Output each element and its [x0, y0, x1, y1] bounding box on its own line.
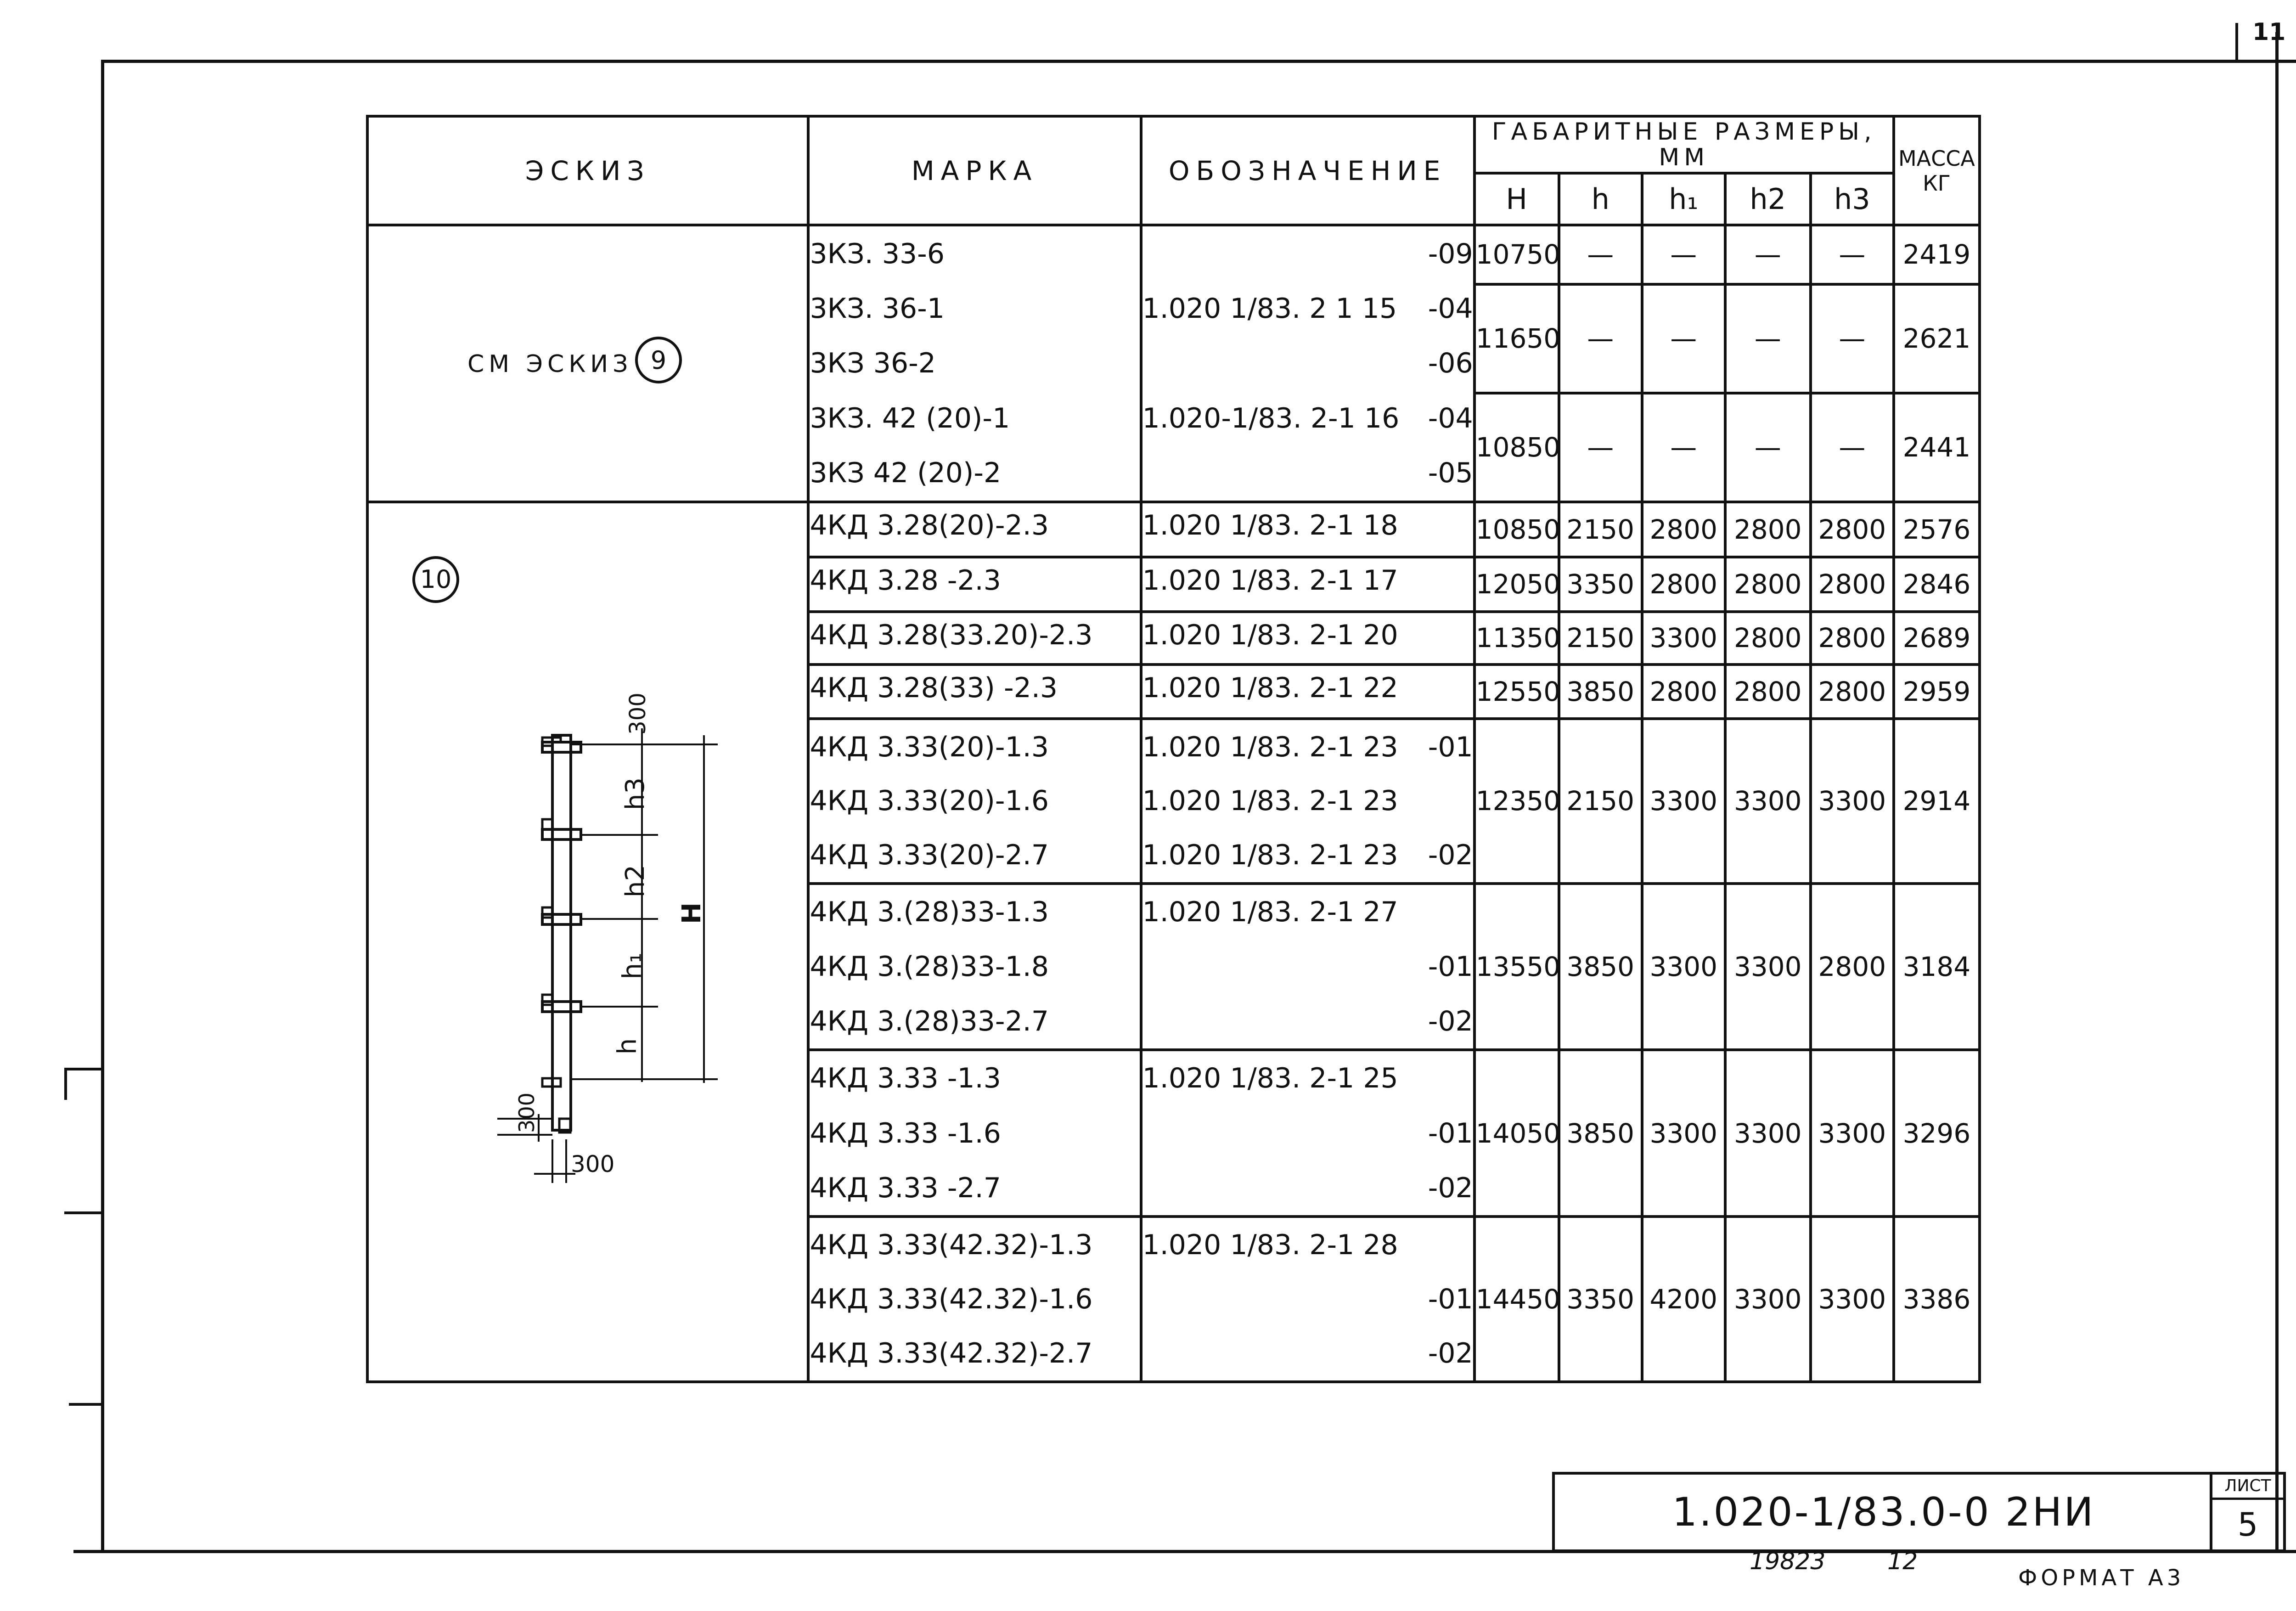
mark-item: 4КД 3.33(20)-2.7	[810, 839, 1049, 872]
value-h3: 2800	[1811, 557, 1894, 612]
value-h1: 3300	[1642, 719, 1725, 884]
mark-item: 4КД 3.33(42.32)-1.3	[810, 1229, 1093, 1262]
designation-suffix: -02	[1428, 1172, 1473, 1204]
sketch-reference-circle: 9	[635, 337, 682, 383]
value-h: —	[1559, 225, 1642, 284]
value-h2: 2800	[1725, 612, 1811, 665]
value-H: 11650	[1474, 284, 1559, 393]
designation-suffix: -09	[1428, 237, 1473, 270]
value-h1: 3300	[1642, 884, 1725, 1050]
value-h: 3350	[1559, 1217, 1642, 1382]
value-h2: 3300	[1725, 1050, 1811, 1217]
dim-label-h1: h₁	[617, 952, 647, 980]
value-h3: —	[1811, 284, 1894, 393]
designation-suffix: -06	[1428, 347, 1473, 380]
value-H: 13550	[1474, 884, 1559, 1050]
mark-item: 3КЗ. 36-1	[810, 292, 945, 325]
mark-item: 4КД 3.28(33.20)-2.3	[810, 619, 1093, 651]
document-code: 1.020-1/83.0-0 2НИ	[1552, 1472, 2212, 1552]
copy-number: 12	[1887, 1548, 1918, 1575]
mark-cell	[808, 612, 1141, 665]
mark-item: 4КД 3.33(20)-1.3	[810, 731, 1049, 763]
frame-left-line	[101, 60, 104, 1552]
section-label-a: 300	[514, 1092, 539, 1133]
designation-suffix: -01	[1428, 1117, 1473, 1149]
value-mass: 2419	[1894, 225, 1980, 284]
designation-text: 1.020 1/83. 2 1 15	[1142, 292, 1397, 325]
designation-line	[1142, 945, 1473, 989]
value-H: 10750	[1474, 225, 1559, 284]
designation-list	[1142, 1051, 1473, 1216]
designation-suffix: -04	[1428, 292, 1473, 325]
value-H: 12050	[1474, 557, 1559, 612]
designation-cell	[1141, 1050, 1474, 1217]
mark-cell	[808, 1217, 1141, 1382]
designation-suffix: -01	[1428, 731, 1473, 763]
header-row	[367, 116, 1980, 173]
designation-line	[1142, 890, 1473, 934]
designation-line	[1142, 341, 1473, 385]
designation-text: 1.020 1/83. 2-1 28	[1142, 1229, 1398, 1262]
designation-list	[1142, 720, 1473, 883]
mark-item: 3КЗ 42 (20)-2	[810, 456, 1002, 489]
dim-label-h3: h3	[620, 777, 651, 810]
value-h: 3350	[1559, 557, 1642, 612]
designation-line	[1142, 451, 1473, 495]
designation-cell-group1	[1141, 225, 1474, 502]
mark-item: 4КД 3.33(42.32)-1.6	[810, 1283, 1093, 1316]
bracket-h1	[542, 1002, 581, 1012]
sketch-reference-text: СМ ЭСКИЗ	[467, 350, 633, 378]
designation-text: 1.020 1/83. 2-1 22	[1142, 672, 1398, 704]
bracket-h2	[542, 914, 581, 924]
left-margin-tick-1	[64, 1068, 101, 1070]
mark-cell	[808, 1050, 1141, 1217]
designation-text: 1.020 1/83. 2-1 17	[1142, 564, 1398, 597]
mark-item: 3КЗ. 33-6	[810, 237, 945, 270]
left-margin-tick-2	[64, 1211, 101, 1214]
designation-line	[1142, 725, 1473, 769]
sheet-label: ЛИСТ	[2212, 1475, 2283, 1500]
format-label: ФОРМАТ А3	[2018, 1565, 2185, 1591]
value-mass: 3184	[1894, 884, 1980, 1050]
designation-cell	[1141, 1217, 1474, 1382]
designation-text: 1.020 1/83. 2-1 23	[1142, 785, 1398, 817]
mark-list	[810, 226, 1139, 501]
designation-text: 1.020-1/83. 2-1 16	[1142, 402, 1400, 434]
value-mass: 2441	[1894, 393, 1980, 502]
mark-cell-group1	[808, 225, 1141, 502]
designation-suffix: -05	[1428, 456, 1473, 489]
value-H: 10850	[1474, 502, 1559, 558]
value-h1: —	[1642, 225, 1725, 284]
designation-cell	[1141, 665, 1474, 719]
sheet-box	[2210, 1472, 2286, 1552]
designation-suffix: -01	[1428, 1283, 1473, 1316]
value-h3: 2800	[1811, 612, 1894, 665]
mark-list	[810, 1051, 1139, 1216]
designation-line	[1142, 1056, 1473, 1100]
designation-cell	[1141, 612, 1474, 665]
header-mass	[1894, 116, 1980, 225]
designation-suffix: -02	[1428, 1005, 1473, 1037]
designation-text: 1.020 1/83. 2-1 23	[1142, 839, 1398, 872]
value-h2: 2800	[1725, 557, 1811, 612]
value-h2: 3300	[1725, 884, 1811, 1050]
corner-tick	[2235, 23, 2238, 60]
frame-right-line-inner	[2275, 32, 2279, 1552]
header-mass-line1: МАССА	[1898, 146, 1975, 171]
value-h2: —	[1725, 225, 1811, 284]
designation-list	[1142, 226, 1473, 501]
value-h1: 2800	[1642, 665, 1725, 719]
frame-top-line	[101, 60, 2296, 63]
value-h1: 4200	[1642, 1217, 1725, 1382]
mark-item: 4КД 3.28(20)-2.3	[810, 509, 1049, 541]
mark-item: 4КД 3.(28)33-1.3	[810, 896, 1049, 929]
value-h2: —	[1725, 284, 1811, 393]
subheader-h: h	[1559, 173, 1642, 225]
value-h3: 2800	[1811, 884, 1894, 1050]
header-mark: МАРКА	[808, 116, 1141, 225]
subheader-H: Н	[1474, 173, 1559, 225]
table-row	[367, 225, 1980, 284]
mark-cell	[808, 557, 1141, 612]
inventory-number: 19823	[1750, 1548, 1826, 1575]
header-sketch: ЭСКИЗ	[367, 116, 808, 225]
mark-item: 4КД 3.33 -2.7	[810, 1172, 1001, 1204]
value-h: 3850	[1559, 884, 1642, 1050]
value-h1: 2800	[1642, 557, 1725, 612]
designation-suffix: -01	[1428, 950, 1473, 983]
mark-cell	[808, 502, 1141, 558]
mark-list	[810, 1218, 1139, 1380]
dim-label-H: Н	[676, 902, 707, 924]
value-H: 12350	[1474, 719, 1559, 884]
designation-text: 1.020 1/83. 2-1 23	[1142, 731, 1398, 763]
designation-text: 1.020 1/83. 2-1 18	[1142, 509, 1398, 541]
designation-line	[1142, 1331, 1473, 1375]
value-mass: 2689	[1894, 612, 1980, 665]
value-h2: 2800	[1725, 665, 1811, 719]
sketch-number-circle: 10	[412, 556, 459, 603]
sheet-value: 5	[2237, 1506, 2258, 1543]
sketch-cell-group2	[367, 502, 808, 1382]
sketch-cell-group1	[367, 225, 808, 502]
value-h1: —	[1642, 393, 1725, 502]
designation-text: 1.020 1/83. 2-1 27	[1142, 896, 1398, 929]
designation-line	[1142, 1166, 1473, 1210]
designation-line	[1142, 287, 1473, 331]
mark-item: 3КЗ. 42 (20)-1	[810, 402, 1010, 434]
mark-item: 3КЗ 36-2	[810, 347, 936, 380]
value-h1: 3300	[1642, 612, 1725, 665]
subheader-h1: h₁	[1642, 173, 1725, 225]
value-h2: 3300	[1725, 1217, 1811, 1382]
value-H: 14450	[1474, 1217, 1559, 1382]
mark-item: 4КД 3.33 -1.6	[810, 1117, 1001, 1149]
mark-item: 4КД 3.28 -2.3	[810, 564, 1001, 597]
designation-list	[1142, 1218, 1473, 1380]
value-mass: 2959	[1894, 665, 1980, 719]
designation-suffix: -04	[1428, 402, 1473, 434]
mark-item: 4КД 3.(28)33-1.8	[810, 950, 1049, 983]
value-h3: 3300	[1811, 719, 1894, 884]
value-h3: —	[1811, 225, 1894, 284]
value-mass: 2914	[1894, 719, 1980, 884]
designation-suffix: -02	[1428, 839, 1473, 872]
dim-label-h: h	[612, 1038, 642, 1054]
specification-table	[366, 115, 1981, 1383]
designation-line	[1142, 999, 1473, 1043]
column-shaft	[552, 735, 571, 1130]
mark-item: 4КД 3.33 -1.3	[810, 1062, 1001, 1095]
mark-cell	[808, 719, 1141, 884]
designation-text: 1.020 1/83. 2-1 20	[1142, 619, 1398, 651]
designation-cell	[1141, 884, 1474, 1050]
mark-list	[810, 720, 1139, 883]
value-h3: 3300	[1811, 1050, 1894, 1217]
mark-item: 4КД 3.(28)33-2.7	[810, 1005, 1049, 1037]
header-dimensions: ГАБАРИТНЫЕ РАЗМЕРЫ, ММ	[1474, 116, 1894, 173]
designation-cell	[1141, 557, 1474, 612]
designation-line	[1142, 833, 1473, 877]
designation-line	[1142, 779, 1473, 823]
designation-line	[1142, 1277, 1473, 1321]
value-h: 2150	[1559, 719, 1642, 884]
designation-line	[1142, 1111, 1473, 1155]
value-h3: —	[1811, 393, 1894, 502]
value-H: 12550	[1474, 665, 1559, 719]
designation-text: 1.020 1/83. 2-1 25	[1142, 1062, 1398, 1095]
header-mass-line2: КГ	[1923, 170, 1951, 196]
designation-line	[1142, 1223, 1473, 1267]
value-h3: 2800	[1811, 665, 1894, 719]
value-h3: 2800	[1811, 502, 1894, 558]
designation-line	[1142, 396, 1473, 440]
dim-label-h2: h2	[620, 864, 651, 897]
column-sketch	[369, 503, 807, 1422]
value-mass: 2621	[1894, 284, 1980, 393]
value-h: 3850	[1559, 665, 1642, 719]
dim-label-top: 300	[625, 692, 651, 735]
value-H: 11350	[1474, 612, 1559, 665]
value-h: —	[1559, 393, 1642, 502]
designation-cell	[1141, 719, 1474, 884]
value-H: 14050	[1474, 1050, 1559, 1217]
header-designation: ОБОЗНАЧЕНИЕ	[1141, 116, 1474, 225]
mark-cell	[808, 665, 1141, 719]
section-label-b: 300	[571, 1150, 615, 1177]
subheader-h2: h2	[1725, 173, 1811, 225]
designation-list	[1142, 885, 1473, 1048]
title-block	[1552, 1472, 2283, 1552]
value-mass: 2576	[1894, 502, 1980, 558]
value-h: 2150	[1559, 612, 1642, 665]
value-h: 2150	[1559, 502, 1642, 558]
mark-cell	[808, 884, 1141, 1050]
value-h2: 2800	[1725, 502, 1811, 558]
value-h: —	[1559, 284, 1642, 393]
subheader-h3: h3	[1811, 173, 1894, 225]
designation-cell	[1141, 502, 1474, 558]
table-row	[367, 502, 1980, 558]
value-h3: 3300	[1811, 1217, 1894, 1382]
value-mass: 3386	[1894, 1217, 1980, 1382]
value-h2: —	[1725, 393, 1811, 502]
value-H: 10850	[1474, 393, 1559, 502]
designation-line	[1142, 232, 1473, 276]
value-mass: 3296	[1894, 1050, 1980, 1217]
value-h2: 3300	[1725, 719, 1811, 884]
bracket-h3	[542, 829, 581, 839]
designation-suffix: -02	[1428, 1337, 1473, 1370]
left-margin-tick-3	[69, 1403, 101, 1406]
value-h1: —	[1642, 284, 1725, 393]
sheet-corner-number: 11	[2252, 18, 2286, 46]
left-margin-tick-1v	[64, 1068, 67, 1100]
value-h1: 3300	[1642, 1050, 1725, 1217]
mark-item: 4КД 3.33(42.32)-2.7	[810, 1337, 1093, 1370]
mark-item: 4КД 3.28(33) -2.3	[810, 672, 1058, 704]
value-mass: 2846	[1894, 557, 1980, 612]
value-h1: 2800	[1642, 502, 1725, 558]
value-h: 3850	[1559, 1050, 1642, 1217]
mark-list	[810, 885, 1139, 1048]
mark-item: 4КД 3.33(20)-1.6	[810, 785, 1049, 817]
